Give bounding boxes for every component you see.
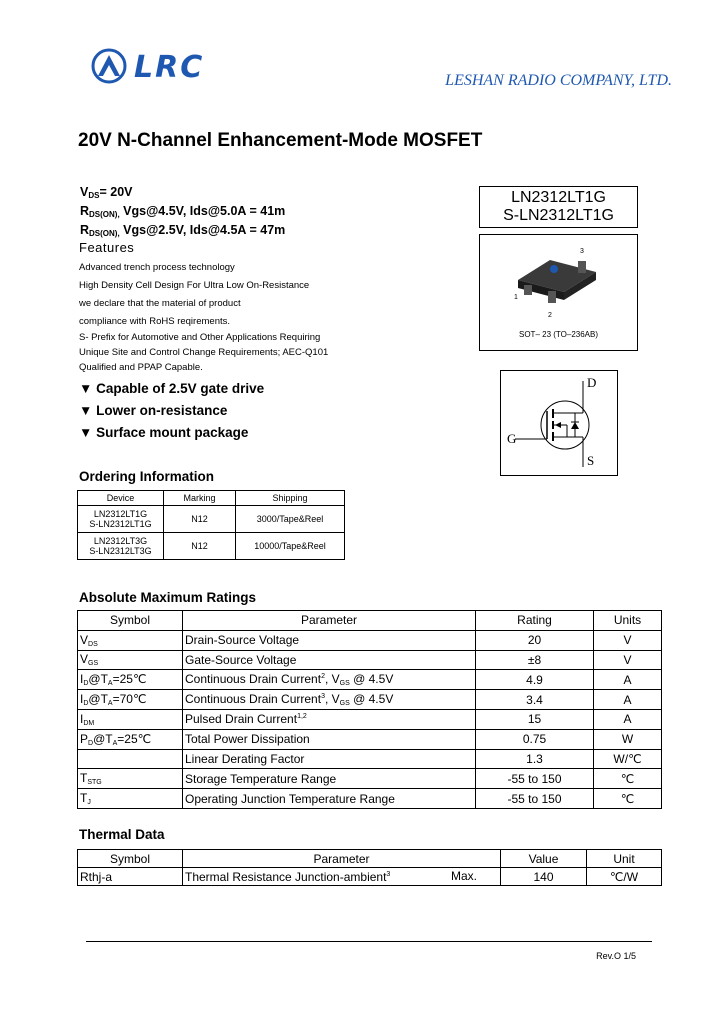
table-row xyxy=(78,650,662,670)
feature-line: Advanced trench process technology xyxy=(79,262,235,273)
table-row xyxy=(78,789,662,809)
footer-divider xyxy=(86,941,652,942)
features-heading: Features xyxy=(79,240,135,255)
table-row xyxy=(78,670,662,690)
parameter-cell: Total Power Dissipation xyxy=(183,729,476,749)
column-header: Unit xyxy=(587,850,662,868)
symbol-cell: $T_J$ xyxy=(78,789,183,809)
parameter-cell: Storage Temperature Range xyxy=(183,769,476,789)
parameter-cell: Pulsed Drain Current$^{1,2}$ xyxy=(183,709,476,729)
mosfet-symbol-box xyxy=(500,370,618,476)
symbol-cell: $P_D@T_A=25℃$ xyxy=(78,729,183,749)
device-cell: LN2312LT3G S-LN2312LT3G xyxy=(78,533,164,560)
page-title: 20V N-Channel Enhancement-Mode MOSFET xyxy=(78,130,483,151)
unit-cell: W xyxy=(594,729,662,749)
parameter-cell: Continuous Drain Current$^3$, $V_{GS}$ @ 4.5V xyxy=(183,690,476,710)
symbol-cell: $V_{GS}$ xyxy=(78,650,183,670)
spec-rds-on-4v5: $R_{DS(ON),}$ Vgs@4.5V, Ids@5.0A = 41m xyxy=(80,204,286,219)
unit-cell: V xyxy=(594,630,662,650)
drain-label: D xyxy=(587,375,597,390)
shipping-cell: 3000/Tape&Reel xyxy=(236,506,345,533)
logo-text: LRC xyxy=(134,50,205,85)
symbol-cell: $T_{STG}$ xyxy=(78,769,183,789)
part-number-box xyxy=(479,186,638,228)
rating-cell: 3.4 xyxy=(476,690,594,710)
symbol-cell: $V_{DS}$ xyxy=(78,630,183,650)
ordering-table xyxy=(77,490,345,560)
symbol-cell: $I_D@T_A=25℃$ xyxy=(78,670,183,690)
company-name: LESHAN RADIO COMPANY, LTD. xyxy=(445,72,672,89)
table-row xyxy=(78,749,662,769)
rating-cell: 20 xyxy=(476,630,594,650)
pin-label: 3 xyxy=(580,248,584,255)
unit-cell: W/℃ xyxy=(594,749,662,769)
column-header: Marking xyxy=(164,491,236,506)
unit-cell: A xyxy=(594,709,662,729)
unit-cell: ℃ xyxy=(594,789,662,809)
column-header: Parameter xyxy=(183,611,476,631)
bullet-gate-drive: ▼ Capable of 2.5V gate drive xyxy=(79,381,265,396)
rating-cell: ±8 xyxy=(476,650,594,670)
parameter-cell: Continuous Drain Current$^2$, $V_{GS}$ @ 4.5V xyxy=(183,670,476,690)
device-cell: LN2312LT1G S-LN2312LT1G xyxy=(78,506,164,533)
unit-cell: ℃/W xyxy=(587,868,662,886)
column-header: Symbol xyxy=(78,611,183,631)
column-header: Shipping xyxy=(236,491,345,506)
column-header: Units xyxy=(594,611,662,631)
source-label: S xyxy=(587,453,595,468)
parameter-cell: Drain-Source Voltage xyxy=(183,630,476,650)
table-row xyxy=(78,533,345,560)
marking-cell: N12 xyxy=(164,533,236,560)
revision-label: Rev.O 1/5 xyxy=(596,951,636,961)
table-row xyxy=(78,868,662,886)
unit-cell: V xyxy=(594,650,662,670)
table-row xyxy=(78,769,662,789)
rating-cell: 0.75 xyxy=(476,729,594,749)
feature-line: compliance with RoHS reqirements. xyxy=(79,316,231,327)
bullet-on-resistance: ▼ Lower on-resistance xyxy=(79,403,228,418)
column-header: Symbol xyxy=(78,850,183,868)
gate-label: G xyxy=(507,431,517,446)
package-caption: SOT– 23 (TO–236AB) xyxy=(519,330,598,339)
marking-cell: N12 xyxy=(164,506,236,533)
absolute-max-ratings-table xyxy=(77,610,662,809)
table-row xyxy=(78,506,345,533)
column-header: Parameter xyxy=(183,850,501,868)
feature-line: S- Prefix for Automotive and Other Applications Requiring xyxy=(79,332,321,343)
bullet-surface-mount: ▼ Surface mount package xyxy=(79,425,249,440)
parameter-cell: Thermal Resistance Junction-ambient$^3$ Max. xyxy=(183,868,501,886)
parameter-cell: Operating Junction Temperature Range xyxy=(183,789,476,809)
unit-cell: A xyxy=(594,670,662,690)
pin-label: 2 xyxy=(548,312,552,319)
parameter-cell: Linear Derating Factor xyxy=(183,749,476,769)
shipping-cell: 10000/Tape&Reel xyxy=(236,533,345,560)
symbol-cell: Rthj-a xyxy=(78,868,183,886)
qualifier-text: Max. xyxy=(451,869,478,883)
table-row xyxy=(78,709,662,729)
part-number: S-LN2312LT1G xyxy=(503,207,614,224)
spec-rds-on-2v5: $R_{DS(ON),}$ Vgs@2.5V, Ids@4.5A = 47m xyxy=(80,223,286,238)
rating-cell: -55 to 150 xyxy=(476,769,594,789)
sot23-package-icon xyxy=(480,235,639,330)
spec-vds: $V_{DS}= 20V$ xyxy=(80,185,133,200)
feature-line: we declare that the material of product xyxy=(79,298,241,309)
parameter-cell: Gate-Source Voltage xyxy=(183,650,476,670)
column-header: Device xyxy=(78,491,164,506)
feature-line: High Density Cell Design For Ultra Low On-Resistance xyxy=(79,280,310,291)
symbol-cell xyxy=(78,749,183,769)
logo-triangle-icon xyxy=(90,46,132,86)
part-number: LN2312LT1G xyxy=(511,189,606,206)
ordering-heading: Ordering Information xyxy=(79,469,214,484)
unit-cell: ℃ xyxy=(594,769,662,789)
rating-cell: -55 to 150 xyxy=(476,789,594,809)
rating-cell: 1.3 xyxy=(476,749,594,769)
value-cell: 140 xyxy=(501,868,587,886)
rating-cell: 4.9 xyxy=(476,670,594,690)
package-drawing-box xyxy=(479,234,638,351)
pin-label: 1 xyxy=(514,294,518,301)
company-logo xyxy=(90,46,220,86)
thermal-heading: Thermal Data xyxy=(79,827,165,842)
feature-line: Unique Site and Control Change Requirements; AEC-Q101 xyxy=(79,347,329,358)
table-row xyxy=(78,729,662,749)
column-header: Rating xyxy=(476,611,594,631)
mosfet-symbol-icon xyxy=(501,371,619,477)
amr-heading: Absolute Maximum Ratings xyxy=(79,590,257,605)
table-row xyxy=(78,630,662,650)
rating-cell: 15 xyxy=(476,709,594,729)
thermal-data-table xyxy=(77,849,662,886)
unit-cell: A xyxy=(594,690,662,710)
symbol-cell: $I_{DM}$ xyxy=(78,709,183,729)
table-row xyxy=(78,690,662,710)
symbol-cell: $I_D@T_A=70℃$ xyxy=(78,690,183,710)
column-header: Value xyxy=(501,850,587,868)
feature-line: Qualified and PPAP Capable. xyxy=(79,362,203,373)
